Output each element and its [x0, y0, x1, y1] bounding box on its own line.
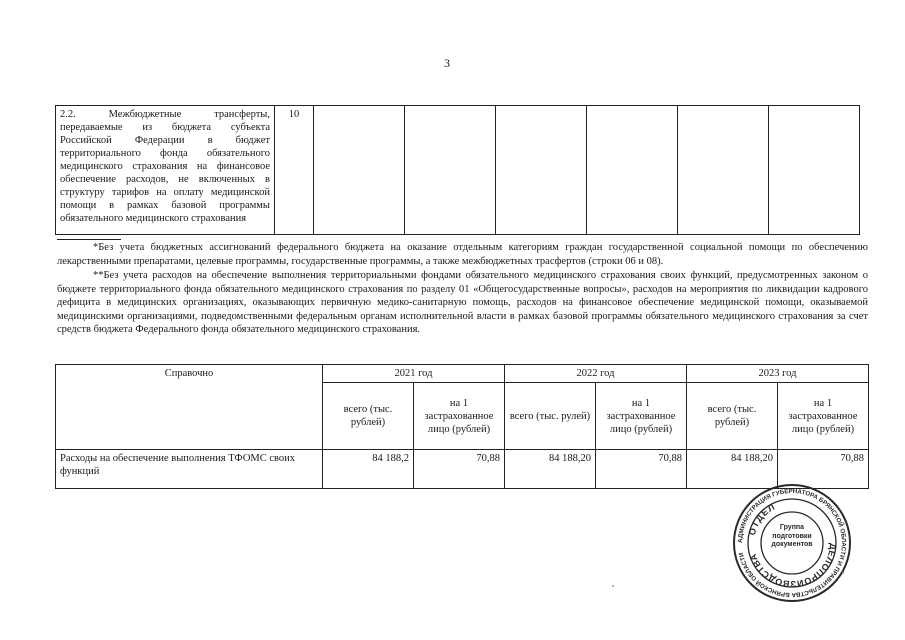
footnote-2	[57, 269, 868, 337]
reference-header: Справочно	[56, 365, 323, 450]
row-label: Расходы на обеспечение выполнения ТФОМС своих функций	[56, 450, 323, 489]
subheader-per-insured: на 1 застрахованное лицо (рублей)	[778, 383, 869, 450]
subheader-total: всего (тыс. рублей)	[687, 383, 778, 450]
year-header-2021: 2021 год	[323, 365, 505, 383]
line-code-cell: 10	[275, 106, 314, 235]
budget-table-fragment	[55, 105, 860, 235]
scan-speck	[612, 585, 614, 587]
value-cell: 84 188,20	[505, 450, 596, 489]
official-stamp	[731, 482, 853, 604]
subheader-total: всего (тыс. рублей)	[323, 383, 414, 450]
empty-cell	[405, 106, 496, 235]
empty-cell	[678, 106, 769, 235]
stamp-center-text: Группа подготовки документов	[771, 524, 813, 548]
reference-table	[55, 364, 869, 489]
footnote-2-text: **Без учета расходов на обеспечение выполнения территориальными фондами обязательного медицинского страхования своих функций, предусмотренных законом о бюджете территориального фонда обязательного медицинского страхования по разделу 01 «Общегосударственные вопросы», расходов на мероприятия по ликвидации кадрового дефицита в медицинских организациях, оказывающих первичную медико-санитарную помощь, расходов на финансовое обеспечение медицинской помощи, оказываемой медицинскими организациями, подведомственными федеральным органам исполнительной власти в рамках базовой программы обязательного медицинского страхования за счет средств бюджета Федерального фонда обязательного медицинского страхования.	[57, 270, 868, 335]
year-header-2023: 2023 год	[687, 365, 869, 383]
indicator-cell: 2.2. Межбюджетные трансферты, передаваемые из бюджета субъекта Российской Федерации в бюджет территориального фонда обязательного медицинского страхования на финансовое обеспечение расходов, не включенных в структуру тарифов на оплату медицинской помощи в рамках базовой программы обязательного медицинского страхования	[56, 106, 275, 235]
subheader-per-insured: на 1 застрахованное лицо (рублей)	[414, 383, 505, 450]
value-cell: 70,88	[596, 450, 687, 489]
footnote-1	[57, 241, 868, 268]
empty-cell	[769, 106, 860, 235]
stamp-ring-text: АДМИНИСТРАЦИЯ ГУБЕРНАТОРА БРЯНСКОЙ ОБЛАСТИ И ПРАВИТЕЛЬСТВА БРЯНСКОЙ ОБЛАСТИ	[736, 487, 848, 599]
stamp-title: ОТДЕЛ	[746, 501, 778, 537]
value-cell: 84 188,2	[323, 450, 414, 489]
value-cell: 84 188,20	[687, 450, 778, 489]
table-row	[56, 365, 869, 383]
page-number: 3	[444, 56, 450, 70]
value-cell: 70,88	[414, 450, 505, 489]
empty-cell	[314, 106, 405, 235]
footnote-separator	[57, 239, 121, 240]
value-cell: 70,88	[778, 450, 869, 489]
scan-speck	[842, 572, 844, 574]
subheader-total: всего (тыс. рулей)	[505, 383, 596, 450]
subheader-per-insured: на 1 застрахованное лицо (рублей)	[596, 383, 687, 450]
stamp-subtitle: ДЕЛОПРОИЗВОДСТВА	[747, 542, 839, 590]
year-header-2022: 2022 год	[505, 365, 687, 383]
empty-cell	[496, 106, 587, 235]
footnote-1-text: *Без учета бюджетных ассигнований федерального бюджета на оказание отдельным категориям граждан государственной социальной помощи по обеспечению лекарственными препаратами, целевые программы, государственные программы, а также межбюджетных трасфертов (строки 06 и 08).	[57, 242, 868, 267]
empty-cell	[587, 106, 678, 235]
table-row	[56, 106, 860, 235]
